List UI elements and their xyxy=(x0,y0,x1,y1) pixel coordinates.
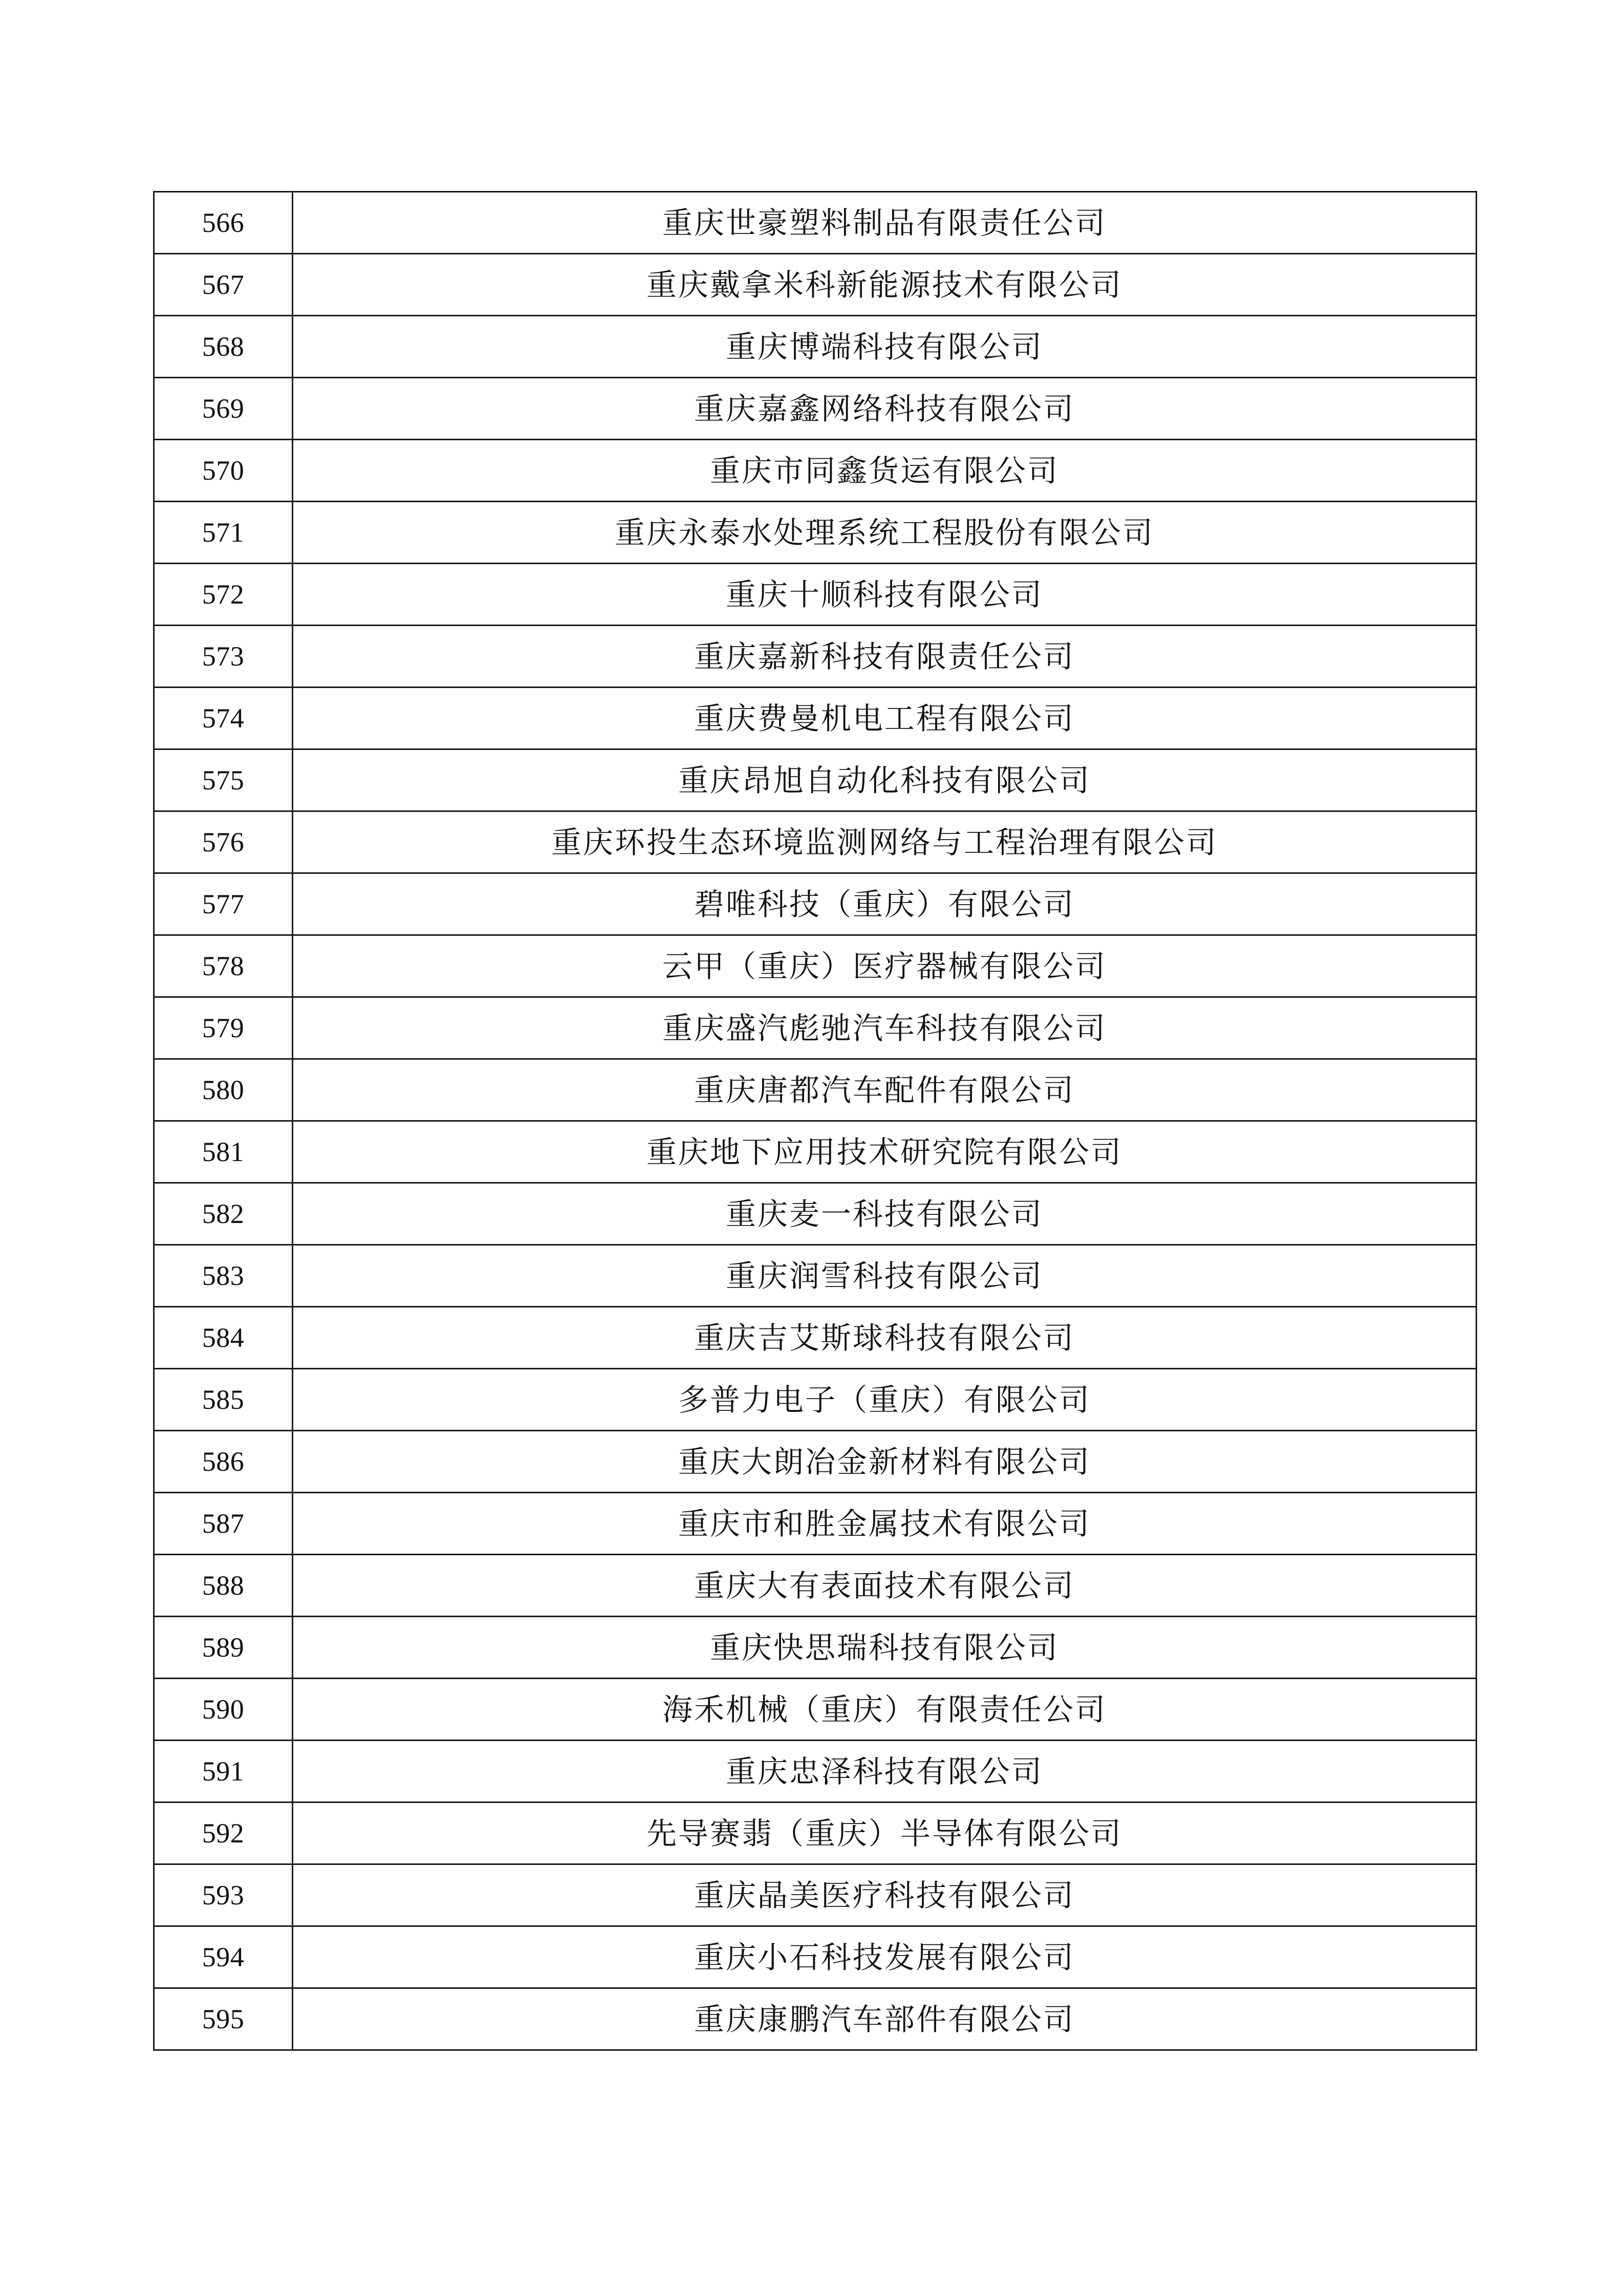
company-name-cell: 重庆十顺科技有限公司 xyxy=(293,564,1477,626)
company-name-cell: 重庆润雪科技有限公司 xyxy=(293,1245,1477,1307)
row-number-cell: 575 xyxy=(154,749,293,811)
company-name-cell: 重庆康鹏汽车部件有限公司 xyxy=(293,1988,1477,2050)
table-row xyxy=(154,1617,1477,1679)
table-row xyxy=(154,1926,1477,1988)
table-row xyxy=(154,1307,1477,1369)
row-number-cell: 595 xyxy=(154,1988,293,2050)
table-row xyxy=(154,1121,1477,1183)
row-number-cell: 572 xyxy=(154,564,293,626)
company-name-cell: 重庆世豪塑料制品有限责任公司 xyxy=(293,192,1477,254)
company-name-cell: 先导赛翡（重庆）半导体有限公司 xyxy=(293,1803,1477,1864)
row-number-cell: 584 xyxy=(154,1307,293,1369)
row-number-cell: 568 xyxy=(154,316,293,378)
table-row xyxy=(154,1555,1477,1617)
company-name-cell: 重庆大朗冶金新材料有限公司 xyxy=(293,1431,1477,1493)
row-number-cell: 578 xyxy=(154,935,293,997)
row-number-cell: 587 xyxy=(154,1493,293,1555)
company-name-cell: 重庆嘉新科技有限责任公司 xyxy=(293,626,1477,688)
row-number-cell: 586 xyxy=(154,1431,293,1493)
row-number-cell: 583 xyxy=(154,1245,293,1307)
table-row xyxy=(154,502,1477,564)
table-row xyxy=(154,935,1477,997)
table-body xyxy=(154,192,1477,2050)
company-name-cell: 重庆嘉鑫网络科技有限公司 xyxy=(293,378,1477,440)
row-number-cell: 577 xyxy=(154,873,293,935)
row-number-cell: 594 xyxy=(154,1926,293,1988)
table-row xyxy=(154,1988,1477,2050)
row-number-cell: 579 xyxy=(154,997,293,1059)
table-row xyxy=(154,1803,1477,1864)
row-number-cell: 570 xyxy=(154,440,293,502)
table-row xyxy=(154,254,1477,316)
company-name-cell: 云甲（重庆）医疗器械有限公司 xyxy=(293,935,1477,997)
company-name-cell: 重庆快思瑞科技有限公司 xyxy=(293,1617,1477,1679)
row-number-cell: 582 xyxy=(154,1183,293,1245)
table-row xyxy=(154,1864,1477,1926)
company-name-cell: 多普力电子（重庆）有限公司 xyxy=(293,1369,1477,1431)
company-name-cell: 重庆昂旭自动化科技有限公司 xyxy=(293,749,1477,811)
row-number-cell: 590 xyxy=(154,1679,293,1741)
row-number-cell: 581 xyxy=(154,1121,293,1183)
company-name-cell: 重庆费曼机电工程有限公司 xyxy=(293,688,1477,749)
table-row xyxy=(154,1245,1477,1307)
row-number-cell: 593 xyxy=(154,1864,293,1926)
company-name-cell: 重庆博端科技有限公司 xyxy=(293,316,1477,378)
row-number-cell: 573 xyxy=(154,626,293,688)
company-name-cell: 重庆环投生态环境监测网络与工程治理有限公司 xyxy=(293,811,1477,873)
table-row xyxy=(154,378,1477,440)
company-name-cell: 重庆忠泽科技有限公司 xyxy=(293,1741,1477,1803)
company-name-cell: 重庆晶美医疗科技有限公司 xyxy=(293,1864,1477,1926)
table-row xyxy=(154,626,1477,688)
table-row xyxy=(154,1059,1477,1121)
table-row xyxy=(154,1493,1477,1555)
row-number-cell: 589 xyxy=(154,1617,293,1679)
table-row xyxy=(154,316,1477,378)
row-number-cell: 569 xyxy=(154,378,293,440)
row-number-cell: 571 xyxy=(154,502,293,564)
company-name-cell: 重庆唐都汽车配件有限公司 xyxy=(293,1059,1477,1121)
company-name-cell: 重庆地下应用技术研究院有限公司 xyxy=(293,1121,1477,1183)
row-number-cell: 580 xyxy=(154,1059,293,1121)
table-row xyxy=(154,749,1477,811)
company-list-table xyxy=(153,191,1477,2051)
row-number-cell: 588 xyxy=(154,1555,293,1617)
row-number-cell: 592 xyxy=(154,1803,293,1864)
table-row xyxy=(154,997,1477,1059)
company-name-cell: 重庆市和胜金属技术有限公司 xyxy=(293,1493,1477,1555)
company-name-cell: 重庆盛汽彪驰汽车科技有限公司 xyxy=(293,997,1477,1059)
table-row xyxy=(154,1431,1477,1493)
company-name-cell: 重庆小石科技发展有限公司 xyxy=(293,1926,1477,1988)
table-row xyxy=(154,873,1477,935)
company-name-cell: 重庆戴拿米科新能源技术有限公司 xyxy=(293,254,1477,316)
row-number-cell: 574 xyxy=(154,688,293,749)
row-number-cell: 567 xyxy=(154,254,293,316)
table-row xyxy=(154,440,1477,502)
company-name-cell: 碧唯科技（重庆）有限公司 xyxy=(293,873,1477,935)
company-name-cell: 重庆麦一科技有限公司 xyxy=(293,1183,1477,1245)
table-row xyxy=(154,1679,1477,1741)
table-row xyxy=(154,1183,1477,1245)
company-name-cell: 重庆吉艾斯球科技有限公司 xyxy=(293,1307,1477,1369)
table-row xyxy=(154,1741,1477,1803)
table-row xyxy=(154,564,1477,626)
company-name-cell: 重庆大有表面技术有限公司 xyxy=(293,1555,1477,1617)
company-name-cell: 重庆市同鑫货运有限公司 xyxy=(293,440,1477,502)
row-number-cell: 585 xyxy=(154,1369,293,1431)
table-row xyxy=(154,192,1477,254)
row-number-cell: 566 xyxy=(154,192,293,254)
table-row xyxy=(154,1369,1477,1431)
company-name-cell: 海禾机械（重庆）有限责任公司 xyxy=(293,1679,1477,1741)
table-row xyxy=(154,811,1477,873)
company-name-cell: 重庆永泰水处理系统工程股份有限公司 xyxy=(293,502,1477,564)
row-number-cell: 576 xyxy=(154,811,293,873)
table-row xyxy=(154,688,1477,749)
row-number-cell: 591 xyxy=(154,1741,293,1803)
